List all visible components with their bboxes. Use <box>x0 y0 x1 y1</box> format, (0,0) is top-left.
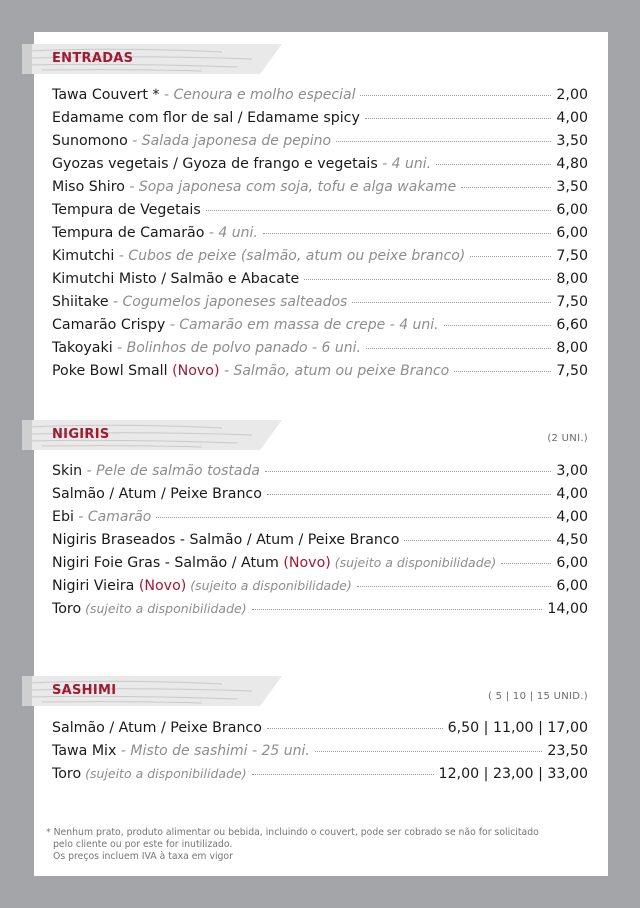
menu-item-desc: - Salada japonesa de pepino <box>127 133 332 149</box>
menu-item-name: Tawa Couvert * <box>52 87 160 103</box>
dot-leader <box>444 324 552 326</box>
menu-item-desc: - Bolinhos de polvo panado - 6 uni. <box>112 340 361 356</box>
menu-item-desc: - Sopa japonesa com soja, tofu e alga wakame <box>124 179 457 195</box>
menu-item-name <box>52 486 262 502</box>
menu-item-name: Tawa Mix <box>52 743 117 759</box>
menu-item <box>52 271 588 294</box>
menu-item-name: Shiitake <box>52 294 109 310</box>
menu-item-desc: - Camarão <box>73 509 152 525</box>
menu-item-name: Poke Bowl Small <box>52 363 173 379</box>
dot-leader <box>360 94 551 96</box>
menu-item-desc: - Pele de salmão tostada <box>82 463 260 479</box>
menu-item-name: Kimutchi <box>52 248 115 264</box>
menu-item-price: 14,00 <box>547 601 588 617</box>
menu-item <box>52 156 588 179</box>
menu-item-paren: (sujeito a disponibilidade) <box>81 601 247 616</box>
menu-item-price: 4,50 <box>556 532 588 548</box>
menu-item-name <box>52 766 247 782</box>
menu-item <box>52 317 588 340</box>
menu-item-paren: (sujeito a disponibilidade) <box>330 555 497 570</box>
dot-leader <box>436 163 551 165</box>
dot-leader <box>365 117 552 119</box>
menu-item <box>52 601 588 624</box>
menu-item-name <box>52 202 201 218</box>
menu-item-price: 2,00 <box>556 87 588 103</box>
menu-item-name <box>52 294 347 310</box>
new-badge: (Novo) <box>283 555 331 571</box>
menu-item-price: 3,00 <box>556 463 588 479</box>
section-title: NIGIRIS <box>52 427 110 442</box>
menu-item-price: 8,00 <box>556 271 588 287</box>
dot-leader <box>366 347 551 349</box>
menu-item-desc: - Cubos de peixe (salmão, atum ou peixe branco) <box>114 248 466 264</box>
section-banner-sashimi <box>22 676 282 706</box>
menu-item-desc: - Cenoura e molho especial <box>159 87 356 103</box>
menu-item-name: Salmão / Atum / Peixe Branco <box>52 486 262 502</box>
dot-leader <box>357 585 552 587</box>
section-title: SASHIMI <box>52 683 117 698</box>
menu-item <box>52 294 588 317</box>
menu-item-name <box>52 179 456 195</box>
unit-note-sashimi: ( 5 | 10 | 15 UNID.) <box>487 691 588 702</box>
dot-leader <box>352 301 551 303</box>
menu-item-price: 6,60 <box>556 317 588 333</box>
menu-item-price: 7,50 <box>556 294 588 310</box>
menu-item-name: Tempura de Vegetais <box>52 202 201 218</box>
footnote-line: * Nenhum prato, produto alimentar ou bebida, incluindo o couvert, pode ser cobrado se não for solicitado <box>46 827 539 838</box>
menu-item-name <box>52 248 465 264</box>
dot-leader <box>315 750 543 752</box>
menu-item-name: Takoyaki <box>52 340 113 356</box>
dot-leader <box>206 209 552 211</box>
menu-item-price: 8,00 <box>556 340 588 356</box>
menu-page <box>34 32 608 876</box>
dot-leader <box>404 539 551 541</box>
menu-item-name: Nigiri Vieira <box>52 578 139 594</box>
menu-item-name <box>52 110 360 126</box>
menu-item-paren: (sujeito a disponibilidade) <box>186 578 352 593</box>
menu-item <box>52 463 588 486</box>
menu-item <box>52 87 588 110</box>
footnote <box>46 827 566 863</box>
menu-item-desc: - Salmão, atum ou peixe Branco <box>219 363 450 379</box>
menu-item-name <box>52 87 355 103</box>
menu-item <box>52 743 588 766</box>
menu-item-name: Nigiris Braseados - Salmão / Atum / Peixe Branco <box>52 532 400 548</box>
section-banner-entradas <box>22 44 282 74</box>
nigiris-list <box>52 463 588 624</box>
menu-item-name: Nigiri Foie Gras - Salmão / Atum <box>52 555 284 571</box>
menu-item <box>52 179 588 202</box>
menu-item-name: Skin <box>52 463 83 479</box>
menu-item-price: 4,00 <box>556 110 588 126</box>
menu-item-desc: - Cogumelos japoneses salteados <box>108 294 348 310</box>
menu-item-price: 4,00 <box>556 486 588 502</box>
dot-leader <box>156 516 551 518</box>
menu-item-name: Toro <box>52 766 82 782</box>
footnote-line: pelo cliente ou por este for inutilizado. <box>53 839 233 850</box>
menu-item <box>52 248 588 271</box>
menu-item-name: Gyozas vegetais / Gyoza de frango e vegetais <box>52 156 378 172</box>
menu-item <box>52 509 588 532</box>
menu-item-name <box>52 340 361 356</box>
dot-leader <box>252 773 434 775</box>
menu-item-price: 6,00 <box>556 578 588 594</box>
menu-item-name: Edamame com flor de sal / Edamame spicy <box>52 110 360 126</box>
new-badge: (Novo) <box>172 363 220 379</box>
menu-item <box>52 486 588 509</box>
menu-item-paren: (sujeito a disponibilidade) <box>81 766 247 781</box>
menu-item-price: 4,80 <box>556 156 588 172</box>
menu-item-name <box>52 509 151 525</box>
unit-note-nigiris: (2 UNI.) <box>547 433 588 444</box>
menu-item-name <box>52 720 262 736</box>
menu-item-name: Ebi <box>52 509 74 525</box>
dot-leader <box>461 186 551 188</box>
menu-item-name <box>52 317 439 333</box>
menu-item <box>52 578 588 601</box>
menu-item-name: Camarão Crispy <box>52 317 166 333</box>
menu-item-name <box>52 578 352 594</box>
menu-item-price: 7,50 <box>556 363 588 379</box>
menu-item-desc: - 4 uni. <box>204 225 258 241</box>
footnote-line: Os preços incluem IVA à taxa em vigor <box>53 851 233 862</box>
menu-item <box>52 766 588 789</box>
menu-item-price: 3,50 <box>556 179 588 195</box>
menu-item-price: 4,00 <box>556 509 588 525</box>
menu-item-name <box>52 555 496 571</box>
section-title: ENTRADAS <box>52 51 134 66</box>
menu-item <box>52 110 588 133</box>
menu-item-name <box>52 156 431 172</box>
menu-item-name: Salmão / Atum / Peixe Branco <box>52 720 262 736</box>
menu-item-price: 7,50 <box>556 248 588 264</box>
menu-item-desc: - Camarão em massa de crepe - 4 uni. <box>165 317 439 333</box>
dot-leader <box>267 727 443 729</box>
menu-item <box>52 720 588 743</box>
dot-leader <box>265 470 551 472</box>
dot-leader <box>304 278 551 280</box>
menu-item <box>52 532 588 555</box>
menu-item <box>52 133 588 156</box>
dot-leader <box>252 608 543 610</box>
menu-item <box>52 225 588 248</box>
menu-item-price: 3,50 <box>556 133 588 149</box>
menu-item-name: Sunomono <box>52 133 128 149</box>
menu-item-price: 6,00 <box>556 202 588 218</box>
menu-item-name <box>52 463 260 479</box>
dot-leader <box>267 493 551 495</box>
dot-leader <box>501 562 551 564</box>
menu-item-desc: - Misto de sashimi - 25 uni. <box>116 743 310 759</box>
menu-item-name: Kimutchi Misto / Salmão e Abacate <box>52 271 300 287</box>
menu-item-name <box>52 532 399 548</box>
menu-item-name <box>52 743 310 759</box>
menu-item-name <box>52 133 331 149</box>
sashimi-list <box>52 720 588 789</box>
menu-item <box>52 340 588 363</box>
menu-item <box>52 202 588 225</box>
menu-item-price: 6,50 | 11,00 | 17,00 <box>447 720 588 736</box>
menu-item-name <box>52 271 299 287</box>
menu-item-name <box>52 363 449 379</box>
menu-item-name <box>52 225 258 241</box>
menu-item <box>52 555 588 578</box>
menu-item-price: 23,50 <box>547 743 588 759</box>
menu-item-name: Tempura de Camarão <box>52 225 205 241</box>
menu-item-name <box>52 601 247 617</box>
menu-item-price: 6,00 <box>556 555 588 571</box>
menu-item-name: Toro <box>52 601 82 617</box>
section-banner-nigiris <box>22 420 282 450</box>
dot-leader <box>454 370 551 372</box>
menu-item-desc: - 4 uni. <box>377 156 432 172</box>
menu-item <box>52 363 588 386</box>
menu-item-name: Miso Shiro <box>52 179 125 195</box>
new-badge: (Novo) <box>138 578 187 594</box>
entradas-list <box>52 87 588 386</box>
dot-leader <box>470 255 551 257</box>
dot-leader <box>336 140 551 142</box>
dot-leader <box>263 232 552 234</box>
menu-item-price: 12,00 | 23,00 | 33,00 <box>438 766 588 782</box>
menu-item-price: 6,00 <box>556 225 588 241</box>
